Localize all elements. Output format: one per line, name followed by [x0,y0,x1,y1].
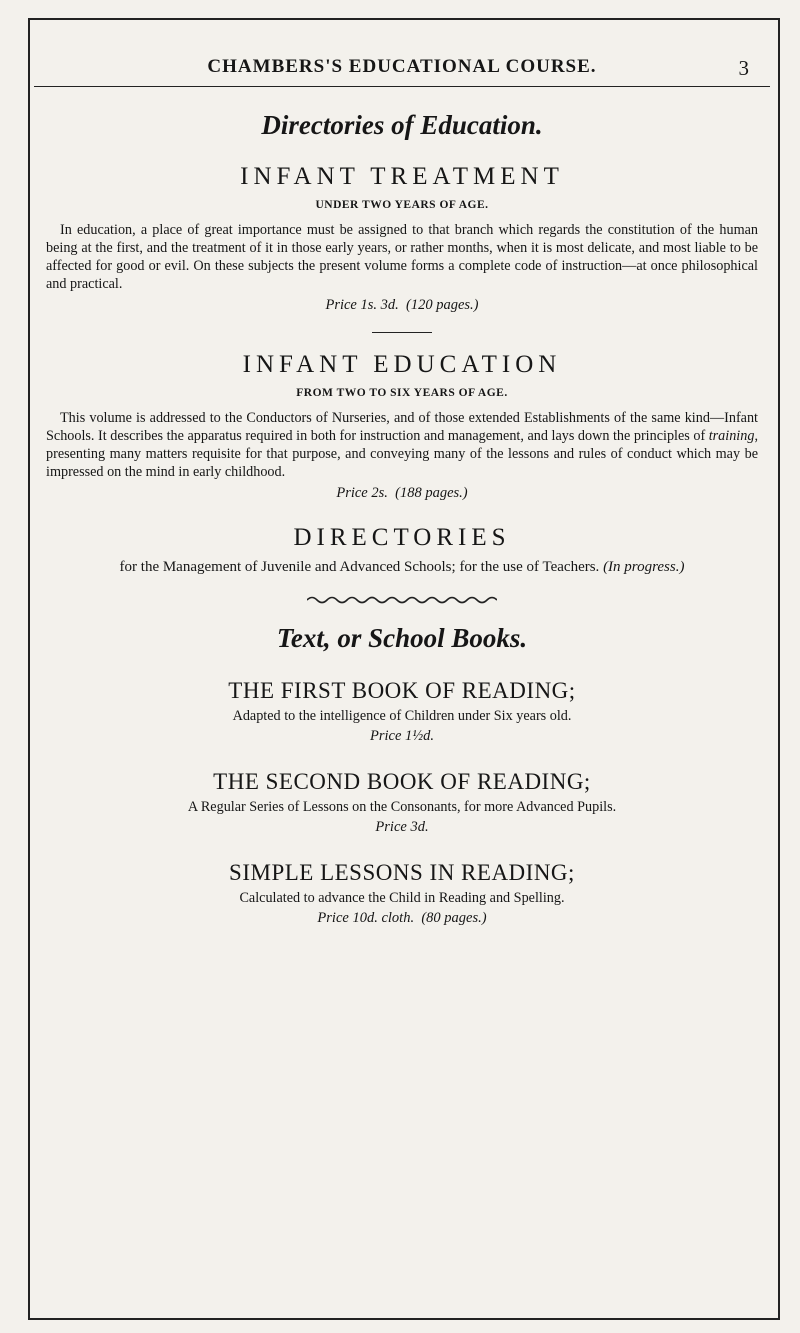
section-heading-school-books: Text, or School Books. [276,623,528,653]
book-3-pages: (80 pages.) [421,910,487,926]
wavy-ornament-rule [307,595,497,605]
book-1-title: THE FIRST BOOK OF READING; [228,678,576,703]
infant-education-body-start: This volume is addressed to the Conductors of Nurseries, and of those extended Establishments of the same kind—Infant Schools. It describes the apparatus required in both for instruction and management, and lays down the principles of [46,410,758,444]
directories-status: (In progress.) [603,559,685,575]
infant-treatment-subtitle: UNDER TWO YEARS OF AGE. [315,199,489,211]
infant-education-body-end: , presenting many matters requisite for that purpose, and conveying many of the lessons and rules of conduct which may be impressed on the mind in early childhood. [46,428,758,480]
book-1-desc: Adapted to the intelligence of Children under Six years old. [232,708,572,724]
bottom-rule [28,1318,780,1320]
page-number: 3 [738,56,750,80]
infant-treatment-pages: (120 pages.) [406,297,479,313]
book-2-price: Price 3d. [375,819,429,835]
header-rule [34,86,770,87]
infant-treatment-title: INFANT TREATMENT [240,163,564,190]
section-heading-directories: Directories of Education. [261,110,543,140]
infant-education-price: Price 2s. [336,485,388,501]
running-head-title: CHAMBERS'S EDUCATIONAL COURSE. [207,56,597,77]
book-2-title: THE SECOND BOOK OF READING; [213,769,591,794]
separator-rule [372,332,432,333]
directories-title: DIRECTORIES [293,524,511,551]
infant-education-body [46,409,758,481]
infant-education-title: INFANT EDUCATION [242,351,562,378]
infant-treatment-price: Price 1s. 3d. [325,297,399,313]
book-3-title: SIMPLE LESSONS IN READING; [229,860,575,885]
book-3-price: Price 10d. cloth. [317,910,415,926]
directories-body [46,558,758,577]
page-content [46,108,758,927]
infant-treatment-price-line [46,297,758,314]
infant-education-subtitle: FROM TWO TO SIX YEARS OF AGE. [296,387,508,399]
running-head [34,56,770,78]
directories-text: for the Management of Juvenile and Advanced Schools; for the use of Teachers. [119,559,600,575]
book-1-price: Price 1½d. [369,728,435,744]
infant-education-body-italic: training [708,428,755,444]
infant-treatment-body: In education, a place of great importance must be assigned to that branch which regards the constitution of the human being at the first, and the treatment of it in those early years, or rather months, when it is most delicate, and most liable to be affected for good or evil. On these subjects the present volume forms a complete code of instruction—at once philosophical and practical. [46,222,758,292]
top-rule [28,18,780,20]
infant-education-pages: (188 pages.) [395,485,468,501]
book-3-desc: Calculated to advance the Child in Reading and Spelling. [239,890,565,906]
book-2-desc: A Regular Series of Lessons on the Consonants, for more Advanced Pupils. [187,799,617,815]
book-3-price-line [46,910,758,927]
infant-education-price-line [46,485,758,502]
